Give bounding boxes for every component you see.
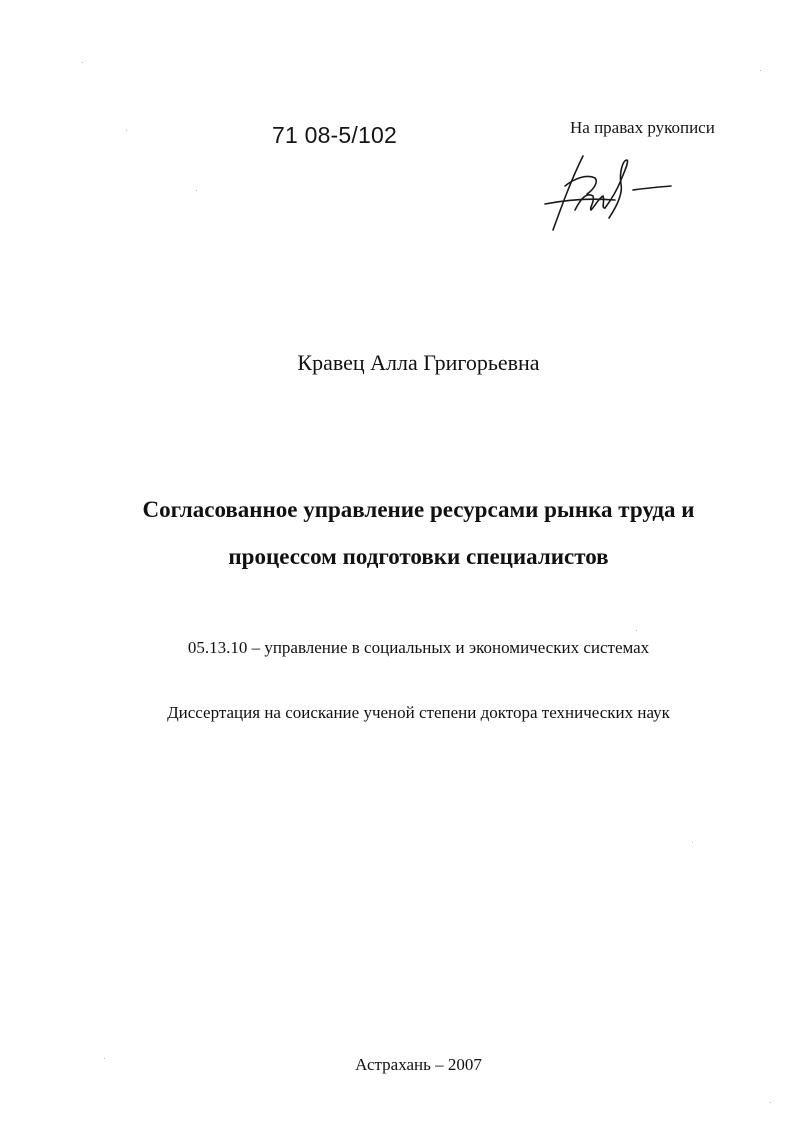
- thesis-title-line-2: процессом подготовки специалистов: [228, 544, 609, 569]
- thesis-title-line-1: Согласованное управление ресурсами рынка труда и: [142, 497, 695, 522]
- scan-speck: [104, 1058, 105, 1059]
- thesis-title: [0, 486, 793, 580]
- place-and-year: Астрахань – 2007: [355, 1055, 482, 1074]
- degree-statement: Диссертация на соискание ученой степени доктора технических наук: [167, 703, 670, 722]
- scan-speck: [636, 630, 637, 631]
- scan-speck: [692, 842, 693, 843]
- scan-speck: [196, 190, 197, 191]
- scan-speck: [760, 70, 761, 71]
- scan-speck: [82, 62, 83, 63]
- scan-speck: [126, 130, 127, 131]
- specialty-code: 05.13.10 – управление в социальных и экономических системах: [187, 638, 650, 657]
- rights-note: На правах рукописи: [570, 118, 715, 137]
- signature-icon: [535, 150, 680, 238]
- author-name: Кравец Алла Григорьевна: [297, 350, 540, 375]
- archive-code: 71 08-5/102: [272, 122, 397, 148]
- scan-speck: [770, 1102, 771, 1103]
